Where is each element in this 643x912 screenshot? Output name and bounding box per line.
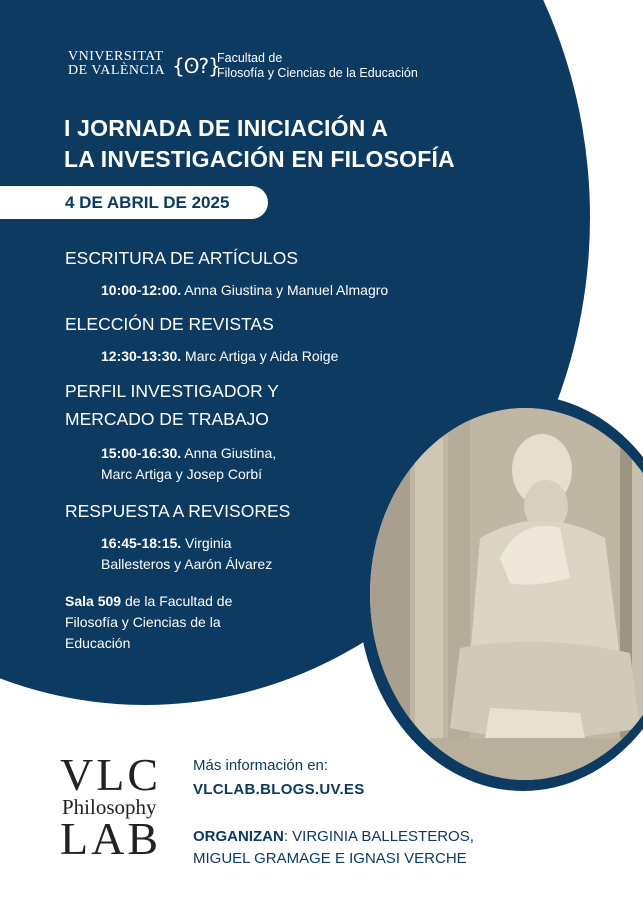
faculty-name-line2: Filosofía y Ciencias de la Educación [217, 66, 418, 80]
faculty-name-line1: Facultad de [217, 51, 283, 65]
session-speakers: Marc Artiga y Aida Roige [181, 348, 339, 364]
venue-line2: Filosofía y Ciencias de la [65, 614, 221, 630]
venue-info [65, 591, 325, 654]
session-time: 10:00-12:00. [101, 282, 182, 298]
session-title: RESPUESTA A REVISORES [65, 501, 291, 521]
session-details [101, 443, 276, 485]
session-speakers: Virginia [181, 535, 232, 551]
session-time: 15:00-16:30. [101, 445, 182, 461]
session-time: 16:45-18:15. [101, 535, 182, 551]
session-title-line1: PERFIL INVESTIGADOR Y [65, 381, 279, 401]
venue-line1: de la Facultad de [121, 593, 233, 609]
university-logo [68, 50, 165, 78]
session-details [101, 280, 388, 301]
lab-logo-line3: LAB [60, 813, 161, 864]
session-details [101, 533, 272, 575]
owl-question-icon: {ʘ?} [172, 54, 220, 78]
title-line1: I JORNADA DE INICIACIÓN A [64, 115, 389, 141]
more-info-link[interactable]: VLCLAB.BLOGS.UV.ES [193, 781, 365, 798]
session-details [101, 346, 338, 367]
organizers-line2: MIGUEL GRAMAGE E IGNASI VERCHE [193, 850, 467, 867]
event-title [64, 113, 455, 175]
more-info-label: Más información en: [193, 757, 329, 774]
organizers-line1: : VIRGINIA BALLESTEROS, [283, 828, 474, 845]
session-speakers-line2: Ballesteros y Aarón Álvarez [101, 556, 273, 572]
session-speakers-line2: Marc Artiga y Josep Corbí [101, 466, 263, 482]
session-speakers: Anna Giustina y Manuel Almagro [181, 282, 389, 298]
university-name-line2: DE VALÈNCIA [68, 63, 166, 78]
event-date: 4 DE ABRIL DE 2025 [65, 193, 230, 212]
lab-logo-line1: VLC [60, 749, 161, 800]
title-line2: LA INVESTIGACIÓN EN FILOSOFÍA [64, 146, 455, 172]
lab-logo-line2: Philosophy [62, 795, 157, 819]
session-speakers: Anna Giustina, [181, 445, 277, 461]
venue-room: Sala 509 [65, 593, 122, 609]
university-name-line1: VNIVERSITAT [68, 49, 164, 64]
organizers [193, 826, 493, 870]
session-title: ELECCIÓN DE REVISTAS [65, 314, 274, 334]
venue-line3: Educación [65, 635, 131, 651]
session-title [65, 377, 279, 433]
organizers-label: ORGANIZAN [193, 828, 284, 845]
philosopher-statue-photo [370, 408, 643, 780]
faculty-logo [217, 51, 418, 81]
session-title: ESCRITURA DE ARTÍCULOS [65, 248, 299, 268]
session-title-line2: MERCADO DE TRABAJO [65, 409, 269, 429]
session-time: 12:30-13:30. [101, 348, 182, 364]
